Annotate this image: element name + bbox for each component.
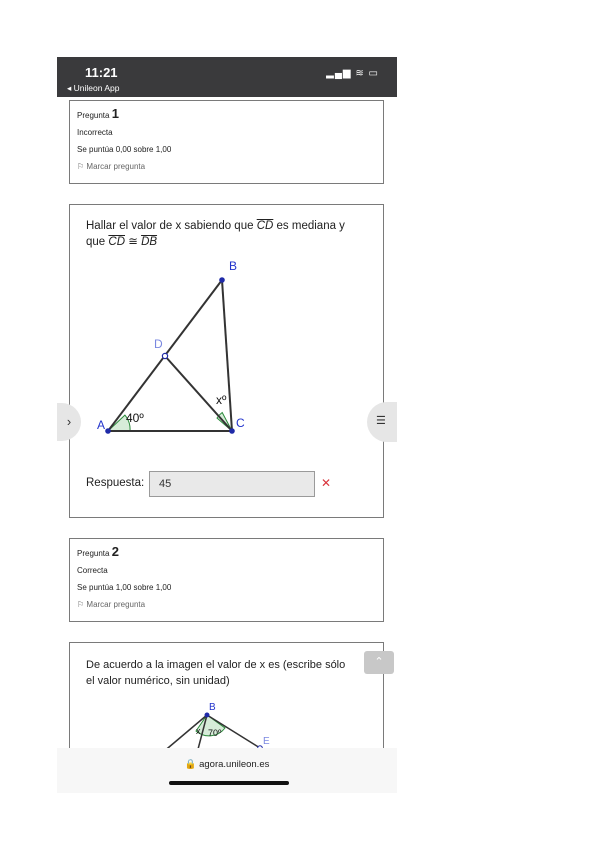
angle-x-label: x (196, 726, 201, 736)
question-status: Correcta (77, 566, 108, 575)
question-1-info (69, 100, 384, 184)
flag-question-link[interactable] (77, 600, 377, 609)
question-score: Se puntúa 1,00 sobre 1,00 (77, 583, 172, 592)
triangle-figure (70, 250, 383, 500)
answer-input[interactable] (149, 471, 315, 497)
label-d: D (154, 337, 163, 351)
question-score: Se puntúa 0,00 sobre 1,00 (77, 145, 172, 154)
answer-label: Respuesta: (86, 477, 145, 489)
angle-c-label: xº (216, 393, 227, 407)
label-b: B (209, 702, 216, 713)
angle-a-label: 40º (126, 411, 144, 425)
point-c (229, 428, 235, 434)
signal-wifi-battery-icon: ▂▄▆ ≋ ▭ (326, 68, 379, 79)
question-2-info (69, 538, 384, 622)
flag-icon: ⚐ (77, 162, 85, 171)
flag-question-label: Marcar pregunta (86, 600, 146, 609)
clock: 11:21 (85, 65, 118, 80)
browser-url-bar (57, 748, 397, 793)
point-a (105, 428, 111, 434)
question-text: Hallar el valor de x sabiendo que $\overline{CD}$ es mediana y que $\overline{CD}$ ≅ $\overline{DB}$ (86, 220, 345, 248)
chevron-up-icon: ⌃ (374, 656, 384, 668)
flag-question-link[interactable] (77, 162, 377, 171)
list-icon: ☰ (376, 415, 386, 427)
flag-icon: ⚐ (77, 600, 85, 609)
question-label: Pregunta (77, 549, 110, 558)
flag-question-label: Marcar pregunta (86, 162, 146, 171)
label-c: C (236, 416, 245, 430)
question-label: Pregunta (77, 111, 110, 120)
segment-bc (222, 280, 232, 431)
status-bar (57, 57, 397, 97)
point-b (205, 713, 210, 718)
home-indicator[interactable] (169, 781, 289, 785)
url-text[interactable]: 🔒 agora.unileon.es (184, 759, 270, 770)
point-d (162, 353, 167, 358)
label-b: B (229, 259, 238, 273)
label-e: E (263, 736, 270, 747)
label-a: A (97, 418, 106, 432)
incorrect-icon: ✕ (321, 476, 332, 490)
chevron-right-icon: › (66, 414, 72, 429)
point-b (219, 277, 225, 283)
question-number: 2 (111, 544, 119, 559)
question-status: Incorrecta (77, 128, 113, 137)
scroll-top-button[interactable] (364, 651, 394, 674)
question-number: 1 (111, 106, 119, 121)
angle-70-label: 70º (208, 728, 222, 738)
question-text: De acuerdo a la imagen el valor de x es (escribe sólo el valor numérico, sin unidad) (86, 659, 346, 687)
back-to-app-link[interactable]: ◂ Unileon App (67, 83, 120, 93)
question-1-content (66, 204, 384, 518)
